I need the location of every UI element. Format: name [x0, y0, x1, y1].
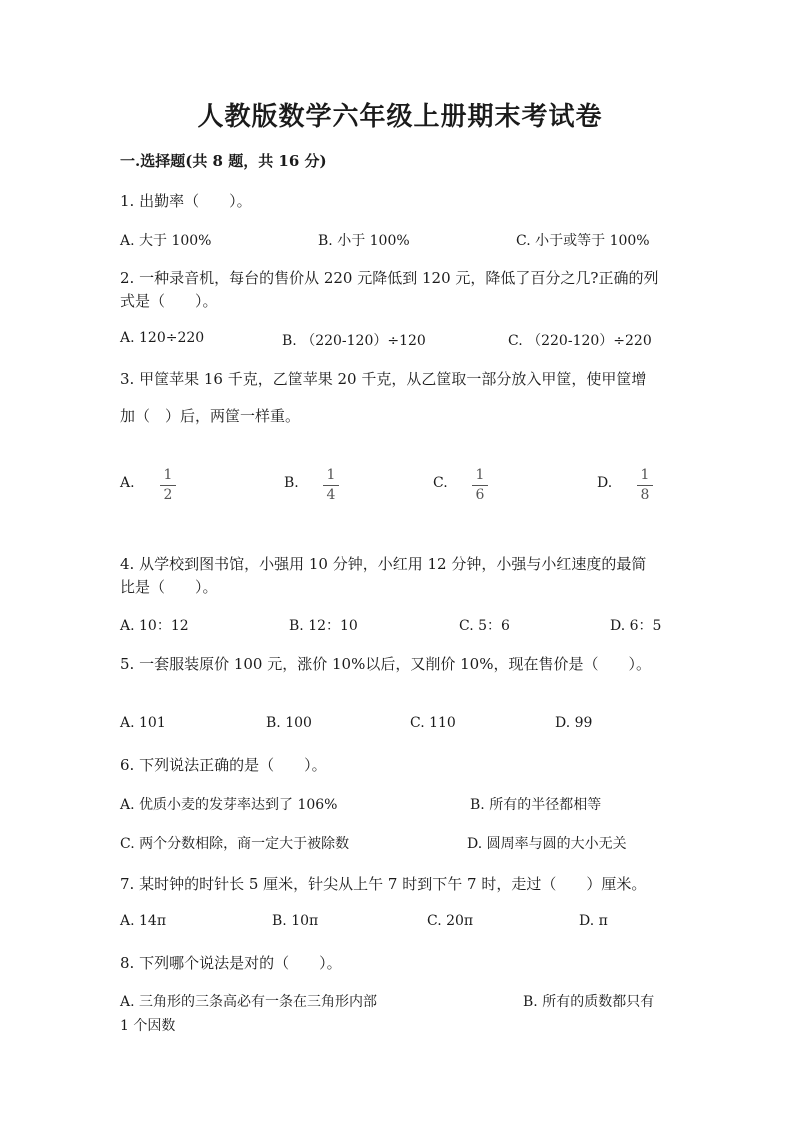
q8-option-b-continued: 1 个因数: [120, 1018, 176, 1034]
q2-option-b: B. （220-120）÷120: [282, 333, 426, 349]
question-7: 7. 某时钟的时针长 5 厘米，针尖从上午 7 时到下午 7 时，走过（ ）厘米。: [120, 875, 647, 893]
question-5: 5. 一套服装原价 100 元，涨价 10%以后，又削价 10%，现在售价是（ ）。: [120, 655, 651, 673]
page-title: 人教版数学六年级上册期末考试卷: [197, 102, 603, 132]
q3-option-d-fraction: [637, 467, 653, 504]
q5-option-b: B. 100: [266, 715, 312, 731]
q4-option-a: A. 10：12: [120, 618, 189, 634]
fraction-denominator: 4: [326, 487, 336, 503]
q6-option-d: D. 圆周率与圆的大小无关: [467, 836, 627, 852]
q6-option-a: A. 优质小麦的发芽率达到了 106%: [120, 797, 338, 813]
q3-option-b-fraction: [323, 467, 339, 504]
fraction-bar: [472, 485, 488, 486]
q4-option-c: C. 5：6: [459, 618, 510, 634]
q3-option-a-label: A.: [120, 475, 135, 491]
q1-option-b: B. 小于 100%: [318, 233, 410, 249]
question-4-line1: 4. 从学校到图书馆，小强用 10 分钟，小红用 12 分钟，小强与小红速度的最简: [120, 555, 647, 573]
fraction-denominator: 8: [640, 487, 650, 503]
q5-option-c: C. 110: [410, 715, 456, 731]
q8-option-b: B. 所有的质数都只有: [523, 994, 655, 1010]
fraction-numerator: 1: [326, 467, 336, 483]
q4-option-d: D. 6：5: [610, 618, 662, 634]
q7-option-a: A. 14π: [120, 913, 167, 929]
fraction-numerator: 1: [640, 467, 650, 483]
question-6: 6. 下列说法正确的是（ ）。: [120, 756, 327, 774]
question-1: 1. 出勤率（ ）。: [120, 192, 252, 210]
q1-option-c: C. 小于或等于 100%: [516, 233, 650, 249]
q5-option-d: D. 99: [555, 715, 593, 731]
q6-option-b: B. 所有的半径都相等: [470, 797, 602, 813]
q1-option-a: A. 大于 100%: [120, 233, 212, 249]
q5-option-a: A. 101: [120, 715, 166, 731]
fraction-bar: [160, 485, 176, 486]
question-3-line1: 3. 甲筐苹果 16 千克，乙筐苹果 20 千克，从乙筐取一部分放入甲筐，使甲筐增: [120, 370, 647, 388]
section-heading: 一.选择题(共 8 题，共 16 分): [120, 152, 327, 170]
q3-option-d-label: D.: [597, 475, 613, 491]
fraction-bar: [323, 485, 339, 486]
fraction-numerator: 1: [475, 467, 485, 483]
q8-option-a: A. 三角形的三条高必有一条在三角形内部: [120, 994, 378, 1010]
question-2-line2: 式是（ ）。: [120, 292, 218, 310]
q7-option-b: B. 10π: [272, 913, 319, 929]
fraction-bar: [637, 485, 653, 486]
q3-option-c-fraction: [472, 467, 488, 504]
q4-option-b: B. 12：10: [289, 618, 358, 634]
q3-option-c-label: C.: [433, 475, 448, 491]
q7-option-c: C. 20π: [427, 913, 474, 929]
q3-option-a-fraction: [160, 467, 176, 504]
question-3-line2: 加（ ）后，两筐一样重。: [120, 407, 301, 425]
question-8: 8. 下列哪个说法是对的（ ）。: [120, 954, 342, 972]
q6-option-c: C. 两个分数相除，商一定大于被除数: [120, 836, 350, 852]
fraction-numerator: 1: [163, 467, 173, 483]
q2-option-c: C. （220-120）÷220: [508, 333, 652, 349]
q3-option-b-label: B.: [284, 475, 299, 491]
question-4-line2: 比是（ ）。: [120, 578, 218, 596]
q7-option-d: D. π: [579, 913, 608, 929]
q2-option-a: A. 120÷220: [120, 330, 205, 346]
fraction-denominator: 6: [475, 487, 485, 503]
fraction-denominator: 2: [163, 487, 173, 503]
question-2-line1: 2. 一种录音机，每台的售价从 220 元降低到 120 元，降低了百分之几?正确的列: [120, 269, 659, 287]
